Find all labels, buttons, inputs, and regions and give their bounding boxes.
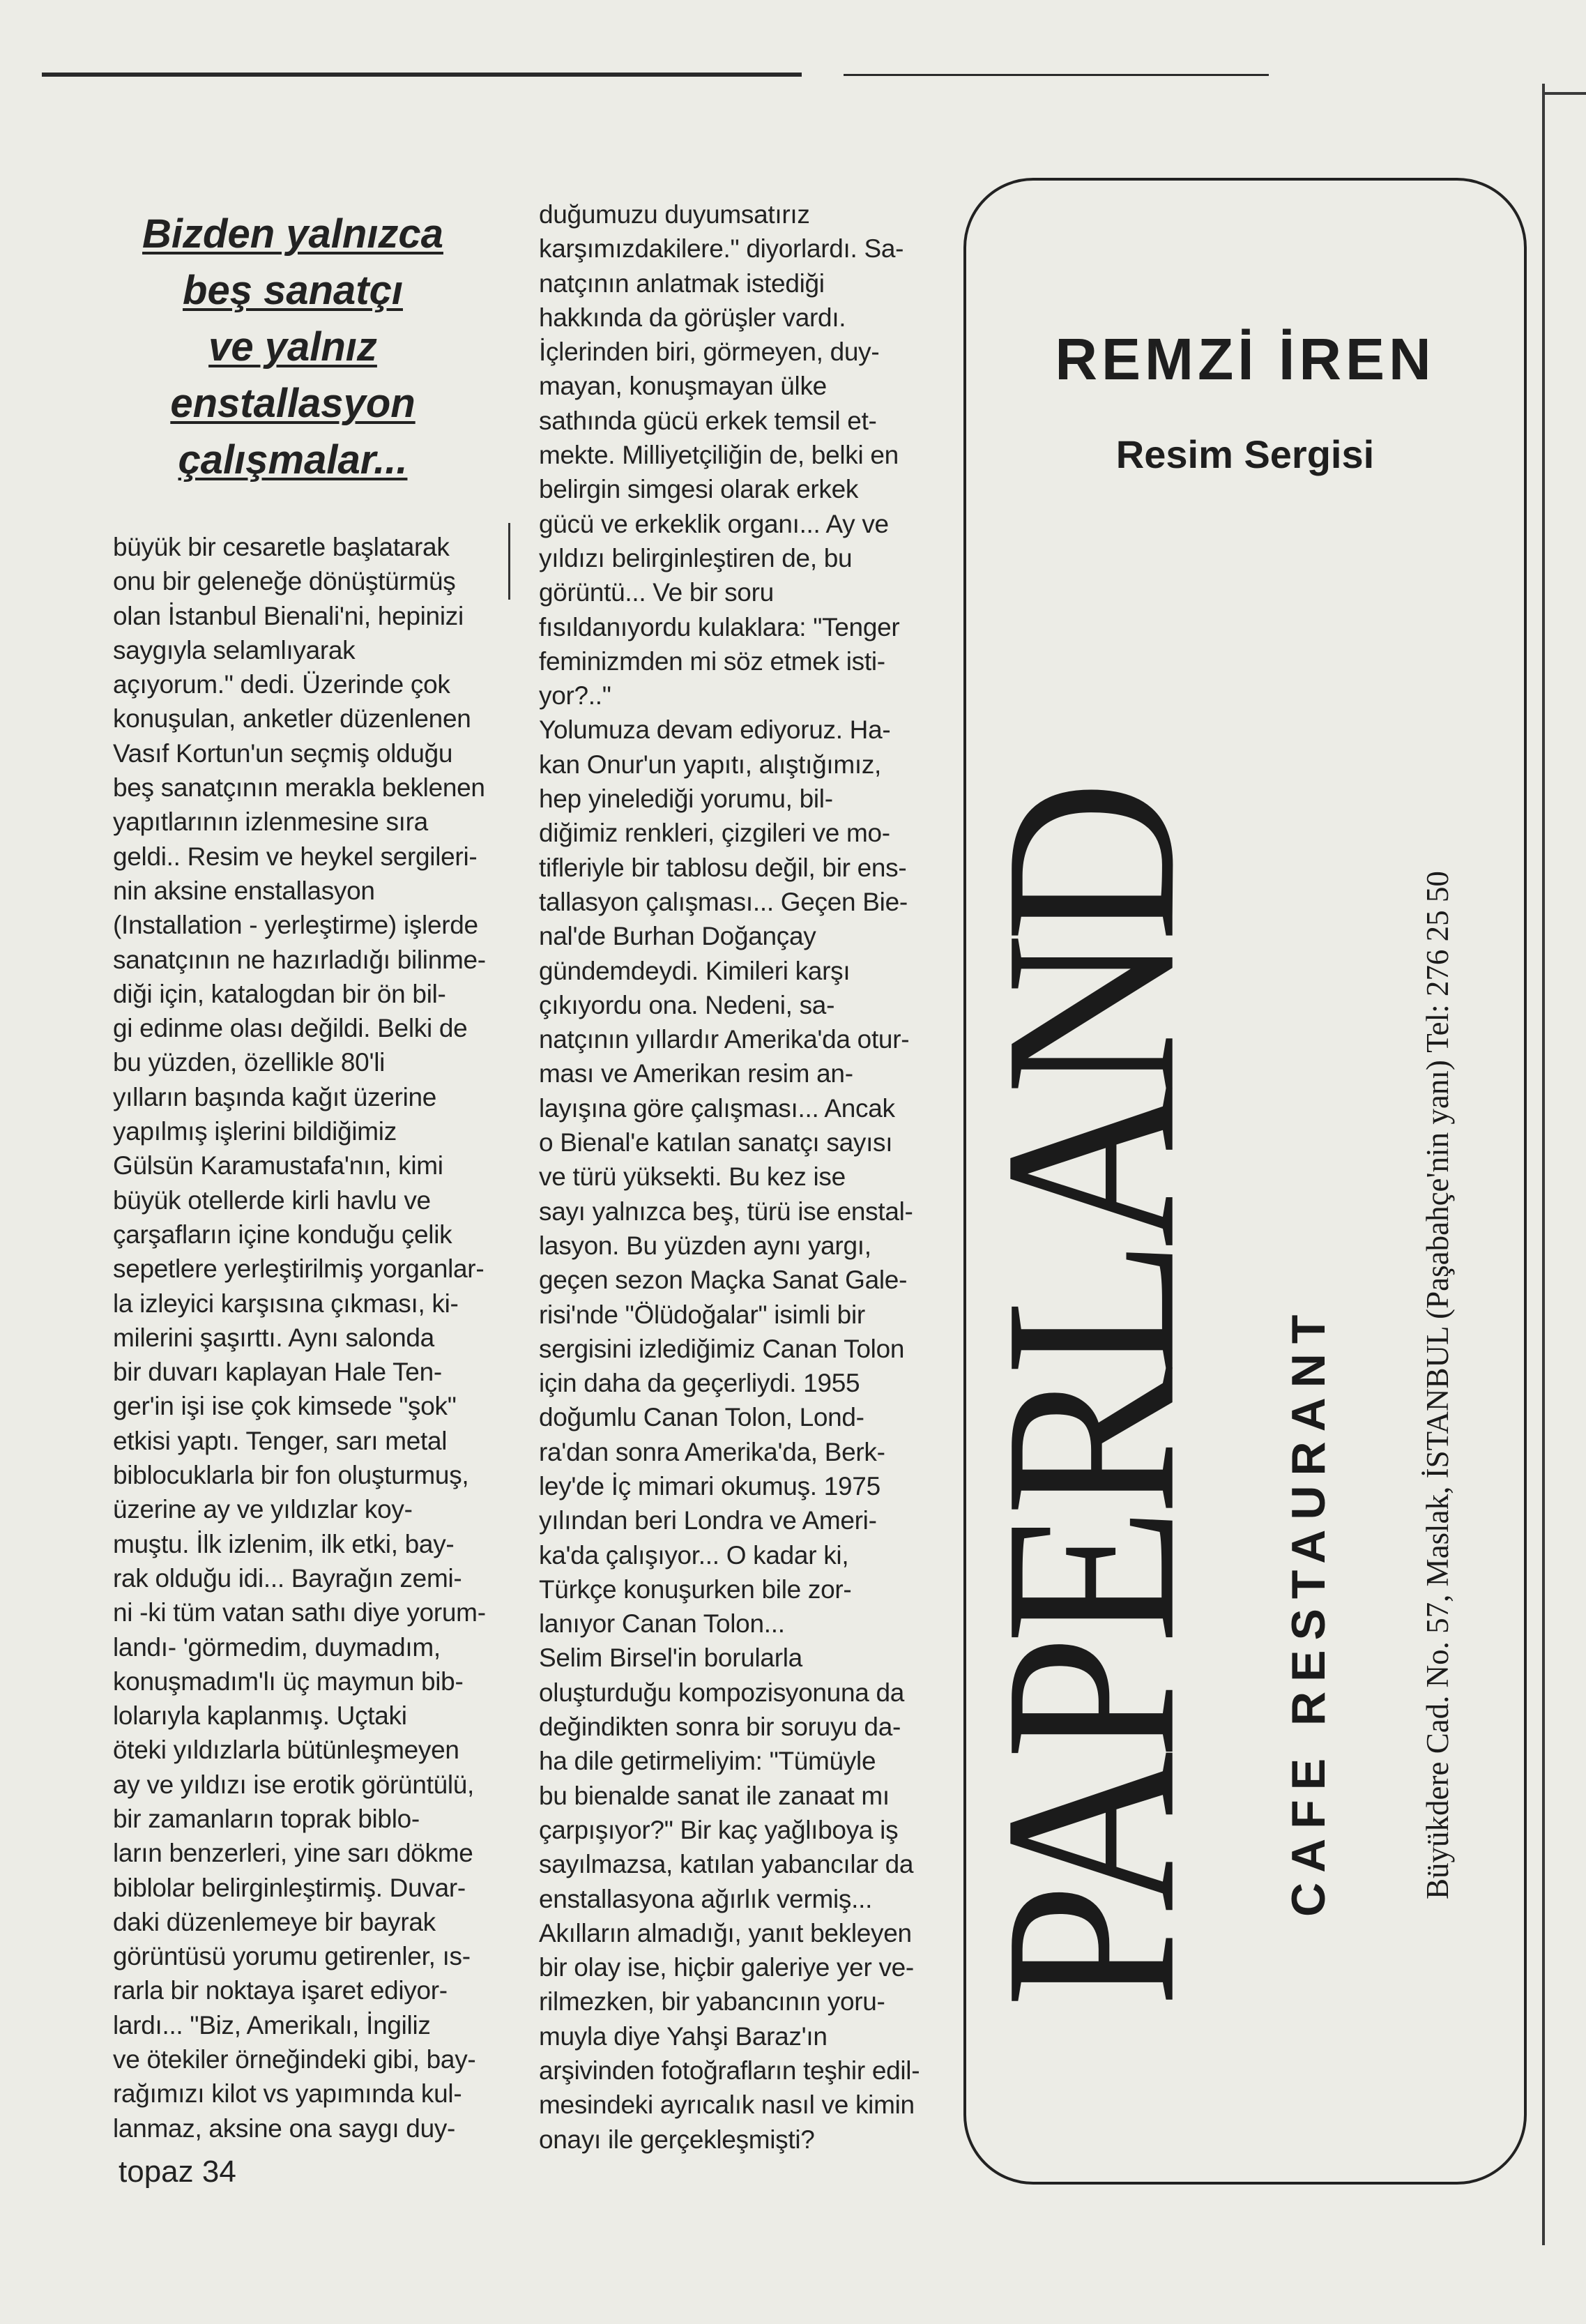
article-headline [112,206,474,488]
column-1-text: büyük bir cesaretle başlatarak onu bir geleneğe dönüştürmüş olan İstanbul Bienali'ni, hepinizi saygıyla selamlıyarak açıyorum." dedi. Üzerinde çok konuşulan, anketler düzenlenen Vasıf Kortun'un seçmiş olduğu beş sanatçının merakla beklenen yapıtlarının izlenmesine sıra geldi.. Resim ve heykel sergileri- nin aksine enstallasyon (Installation - yerleştirme) işlerde sanatçının ne hazırladığı bilinme- diği için, katalogdan bir ön bil- gi edinme olası değildi. Belki de bu yüzden, özellikle 80'li yılların başında kağıt üzerine yapılmış işlerini bildiğimiz Gülsün Karamustafa'nın, kimi büyük otellerde kirli havlu ve çarşafların içine konduğu çelik sepetlere yerleştirilmiş yorganlar- la izleyici karşısına çıkması, ki- milerini şaşırttı. Aynı salonda bir duvarı kaplayan Hale Ten- ger'in işi ise çok kimsede "şok" etkisi yaptı. Tenger, sarı metal biblocuklarla bir fon oluşturmuş, üzerine ay ve yıldızlar koy- muştu. İlk izlenim, ilk etki, bay- rak olduğu idi... Bayrağın zemi- ni -ki tüm vatan sathı diye yorum- landı- 'görmedim, duymadım, konuşmadım'lı üç maymun bib- lolarıyla kaplanmış. Uçtaki öteki yıldızlarla bütünleşmeyen ay ve yıldızı ise erotik görüntülü, bir zamanların toprak biblo- ların benzerleri, yine sarı dökme biblolar belirginleştirmiş. Duvar- daki düzenlemeye bir bayrak görüntüsü yorumu getirenler, ıs- rarla bir noktaya işaret ediyor- lardı... "Biz, Amerikalı, İngiliz ve ötekiler örneğindeki gibi, bay- rağımızı kilot vs yapımında kul- lanmaz, aksine ona saygı duy- [113,533,486,2143]
advertisement-box [954,178,1527,2185]
ad-logo: PAPERLAND [954,789,1226,2007]
page-edge-right [1542,84,1545,2245]
ad-tagline: CAFE RESTAURANT [1282,1305,1335,1917]
top-rule-right [844,74,1269,76]
article-column-1 [113,530,500,2145]
column-2-text: duğumuzu duyumsatırız karşımızdakilere." diyorlardı. Sa- natçının anlatmak istediği hakkında da görüşler vardı. İçlerinden biri, görmeyen, duy- mayan, konuşmayan ülke sathında gücü erkek temsil et- mekte. Milliyetçiliğin de, belki en belirgin simgesi olarak erkek gücü ve erkeklik organı... Ay ve yıldızı belirginleştiren de, bu görüntü... Ve bir soru fısıldanıyordu kulaklara: "Tenger feminizmden mi söz etmek isti- yor?.." Yolumuza devam ediyoruz. Ha- kan Onur'un yapıtı, alıştığımız, hep yinelediği yorumu, bil- diğimiz renkleri, çizgileri ve mo- tifleriyle bir tablosu değil, bir ens- tallasyon çalışması... Geçen Bie- nal'de Burhan Doğançay gündemdeydi. Kimileri karşı çıkıyordu ona. Nedeni, sa- natçının yıllardır Amerika'da otur- ması ve Amerikan resim an- layışına göre çalışması... Ancak o Bienal'e katılan sanatçı sayısı ve türü yüksekti. Bu kez ise sayı yalnızca beş, türü ise enstal- lasyon. Bu yüzden aynı yargı, geçen sezon Maçka Sanat Gale- risi'nde "Ölüdoğalar" isimli bir sergisini izlediğimiz Canan Tolon için daha da geçerliydi. 1955 doğumlu Canan Tolon, Lond- ra'dan sonra Amerika'da, Berk- ley'de İç mimari okumuş. 1975 yılından beri Londra ve Ameri- ka'da çalışıyor... O kadar ki, Türkçe konuşurken bile zor- lanıyor Canan Tolon... Selim Birsel'in borularla oluşturduğu kompozisyonuna da değindikten sonra bir soruyu da- ha dile getirmeliyim: "Tümüyle bu bienalde sanat ile zanaat mı çarpışıyor?" Bir kaç yağlıboya iş sayılmazsa, katılan yabancılar da enstallasyona ağırlık vermiş... Akılların almadığı, yanıt bekleyen bir olay ise, hiçbir galeriye yer ve- rilmezken, bir yabancının yoru- muyla diye Yahşi Baraz'ın arşivinden fotoğrafların teşhir edil- mesindeki ayrıcalık nasıl ve kimin onayı ile gerçekleşmişti? [539,200,920,2154]
headline-line-5: çalışmalar... [178,437,408,483]
ad-address: Büyükdere Cad. No. 57, Maslak, İSTANBUL (Paşabahçe'nin yanı) Tel: 276 25 50 [1420,871,1455,1899]
headline-line-3: ve yalnız [208,324,377,370]
top-rule-left [42,73,802,77]
headline-line-4: enstallasyon [170,381,415,426]
page-footer: topaz 34 [119,2155,236,2189]
headline-line-1: Bizden yalnızca [142,211,443,257]
ad-title: REMZİ İREN [1055,326,1435,392]
page-edge-top [1542,92,1586,95]
headline-line-2: beş sanatçı [183,268,403,313]
article-column-2 [539,197,931,2157]
ad-subtitle: Resim Sergisi [1115,432,1375,476]
